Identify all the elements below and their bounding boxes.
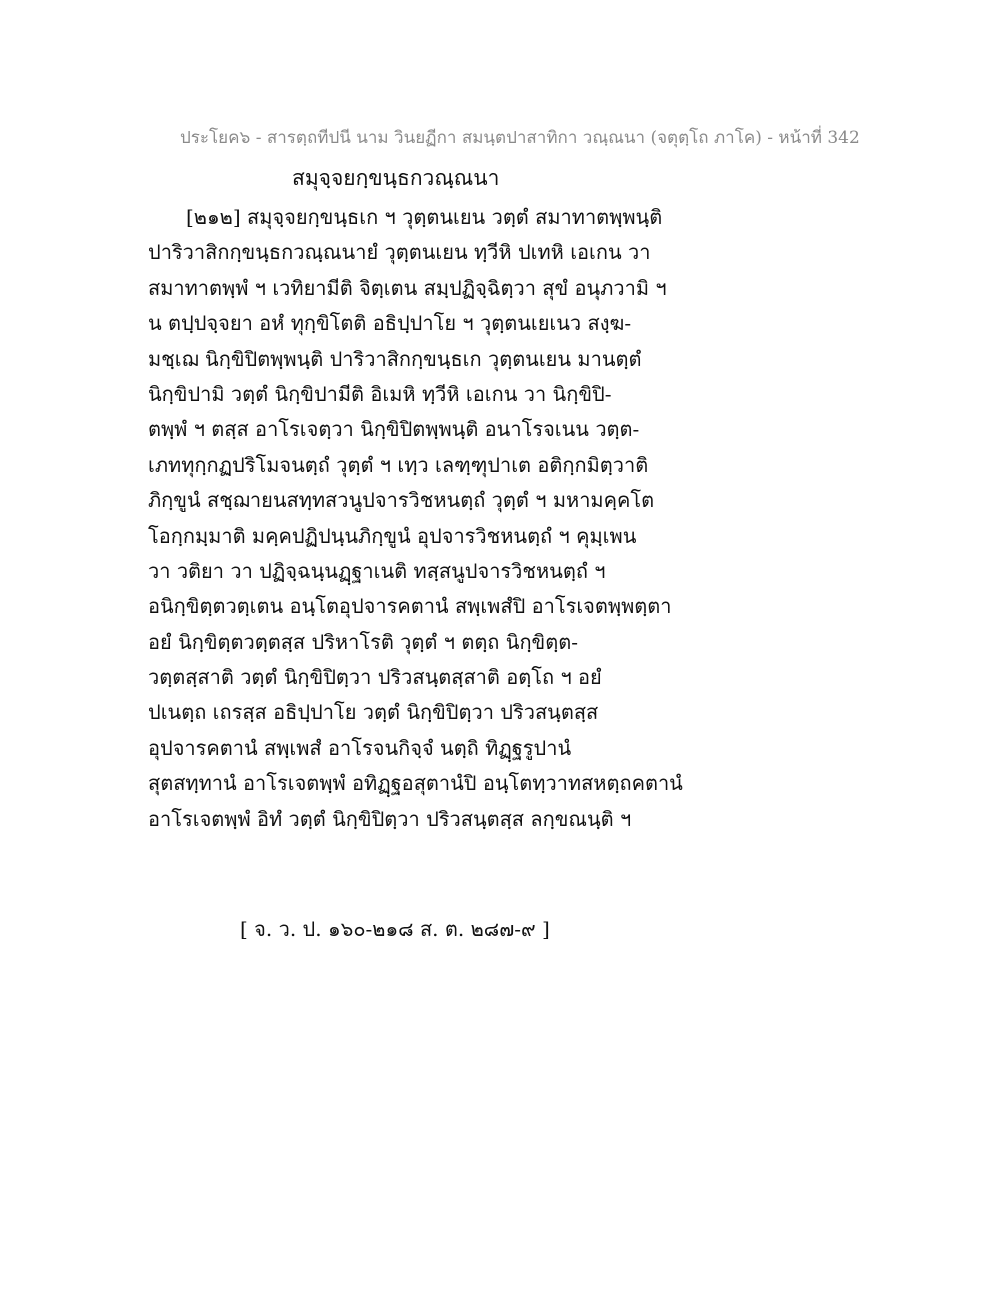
- text-line: อยํ นิกฺขิตฺตวตฺตสฺส ปริหาโรติ วุตฺตํ ฯ ตตฺถ นิกฺขิตฺต-: [148, 629, 578, 654]
- text-line: อุปจารคตานํ สพฺเพสํ อาโรจนกิจฺจํ นตฺถิ ทิฏฺฐรูปานํ: [148, 735, 572, 760]
- text-line: [๒๑๒] สมุจฺจยกฺขนฺธเก ฯ วุตฺตนเยน วตฺตํ สมาทาตพฺพนฺติ: [186, 205, 663, 229]
- text-line: มชฺเฌ นิกฺขิปิตพฺพนฺติ ปาริวาสิกกฺขนฺธเก วุตฺตนเยน มานตฺตํ: [148, 346, 642, 371]
- text-line: ปาริวาสิกกฺขนฺธกวณฺณนายํ วุตฺตนเยน ทฺวีหิ ปเทหิ เอเกน วา: [148, 240, 651, 265]
- text-line: นิกฺขิปามิ วตฺตํ นิกฺขิปามีติ อิเมหิ ทฺวีหิ เอเกน วา นิกฺขิปิ-: [148, 381, 612, 406]
- text-line: อนิกฺขิตฺตวตฺเตน อนฺโตอุปจารคตานํ สพฺเพสํปิ อาโรเจตพฺพตฺตา: [148, 594, 672, 619]
- section-title: สมุจฺจยกฺขนฺธกวณฺณนา: [292, 166, 500, 190]
- text-line: ปเนตฺถ เถรสฺส อธิปฺปาโย วตฺตํ นิกฺขิปิตฺวา ปริวสนฺตสฺส: [148, 700, 599, 725]
- text-line: น ตปฺปจฺจยา อหํ ทุกฺขิโตติ อธิปฺปาโย ฯ วุตฺตนเยเนว สงฺฆ-: [148, 311, 632, 336]
- text-line: ภิกฺขูนํ สชฺฌายนสทฺทสวนูปจารวิชหนตฺถํ วุตฺตํ ฯ มหามคฺคโต: [148, 488, 655, 513]
- text-line: เภททุกฺกฏปริโมจนตฺถํ วุตฺตํ ฯ เทฺว เลฑฺฑุปาเต อติกฺกมิตฺวาติ: [148, 452, 649, 477]
- text-line: สุตสทฺทานํ อาโรเจตพฺพํ อทิฏฺฐอสุตานํปิ อนฺโตทฺวาทสหตฺถคตานํ: [148, 771, 683, 796]
- text-line: สมาทาตพฺพํ ฯ เวทิยามีติ จิตฺเตน สมฺปฏิจฺฉิตฺวา สุขํ อนุภวามิ ฯ: [148, 275, 667, 300]
- text-line: โอกฺกมฺมาติ มคฺคปฏิปนฺนภิกฺขูนํ อุปจารวิชหนตฺถํ ฯ คุมฺเพน: [148, 523, 637, 548]
- text-line: ตพฺพํ ฯ ตสฺส อาโรเจตฺวา นิกฺขิปิตพฺพนฺติ อนาโรจเนน วตฺต-: [148, 417, 640, 442]
- body-text: [148, 200, 708, 837]
- text-line: อาโรเจตพฺพํ อิทํ วตฺตํ นิกฺขิปิตฺวา ปริวสนฺตสฺส ลกฺขณนฺติ ฯ: [148, 806, 632, 831]
- text-line: วา วติยา วา ปฏิจฺฉนฺนฏฺฐาเนติ ทสฺสนูปจารวิชหนตฺถํ ฯ: [148, 558, 606, 583]
- running-header: ประโยค๖ - สารตฺถทีปนี นาม วินยฏีกา สมนฺตปาสาทิกา วณฺณนา (จตุตฺโถ ภาโค) - หน้าที่ 342: [180, 128, 860, 148]
- source-citation: [ จ. ว. ป. ๑๖๐-๒๑๘ ส. ต. ๒๘๗-๙ ]: [240, 917, 550, 941]
- text-line: วตฺตสฺสาติ วตฺตํ นิกฺขิปิตฺวา ปริวสนฺตสฺสาติ อตฺโถ ฯ อยํ: [148, 665, 602, 690]
